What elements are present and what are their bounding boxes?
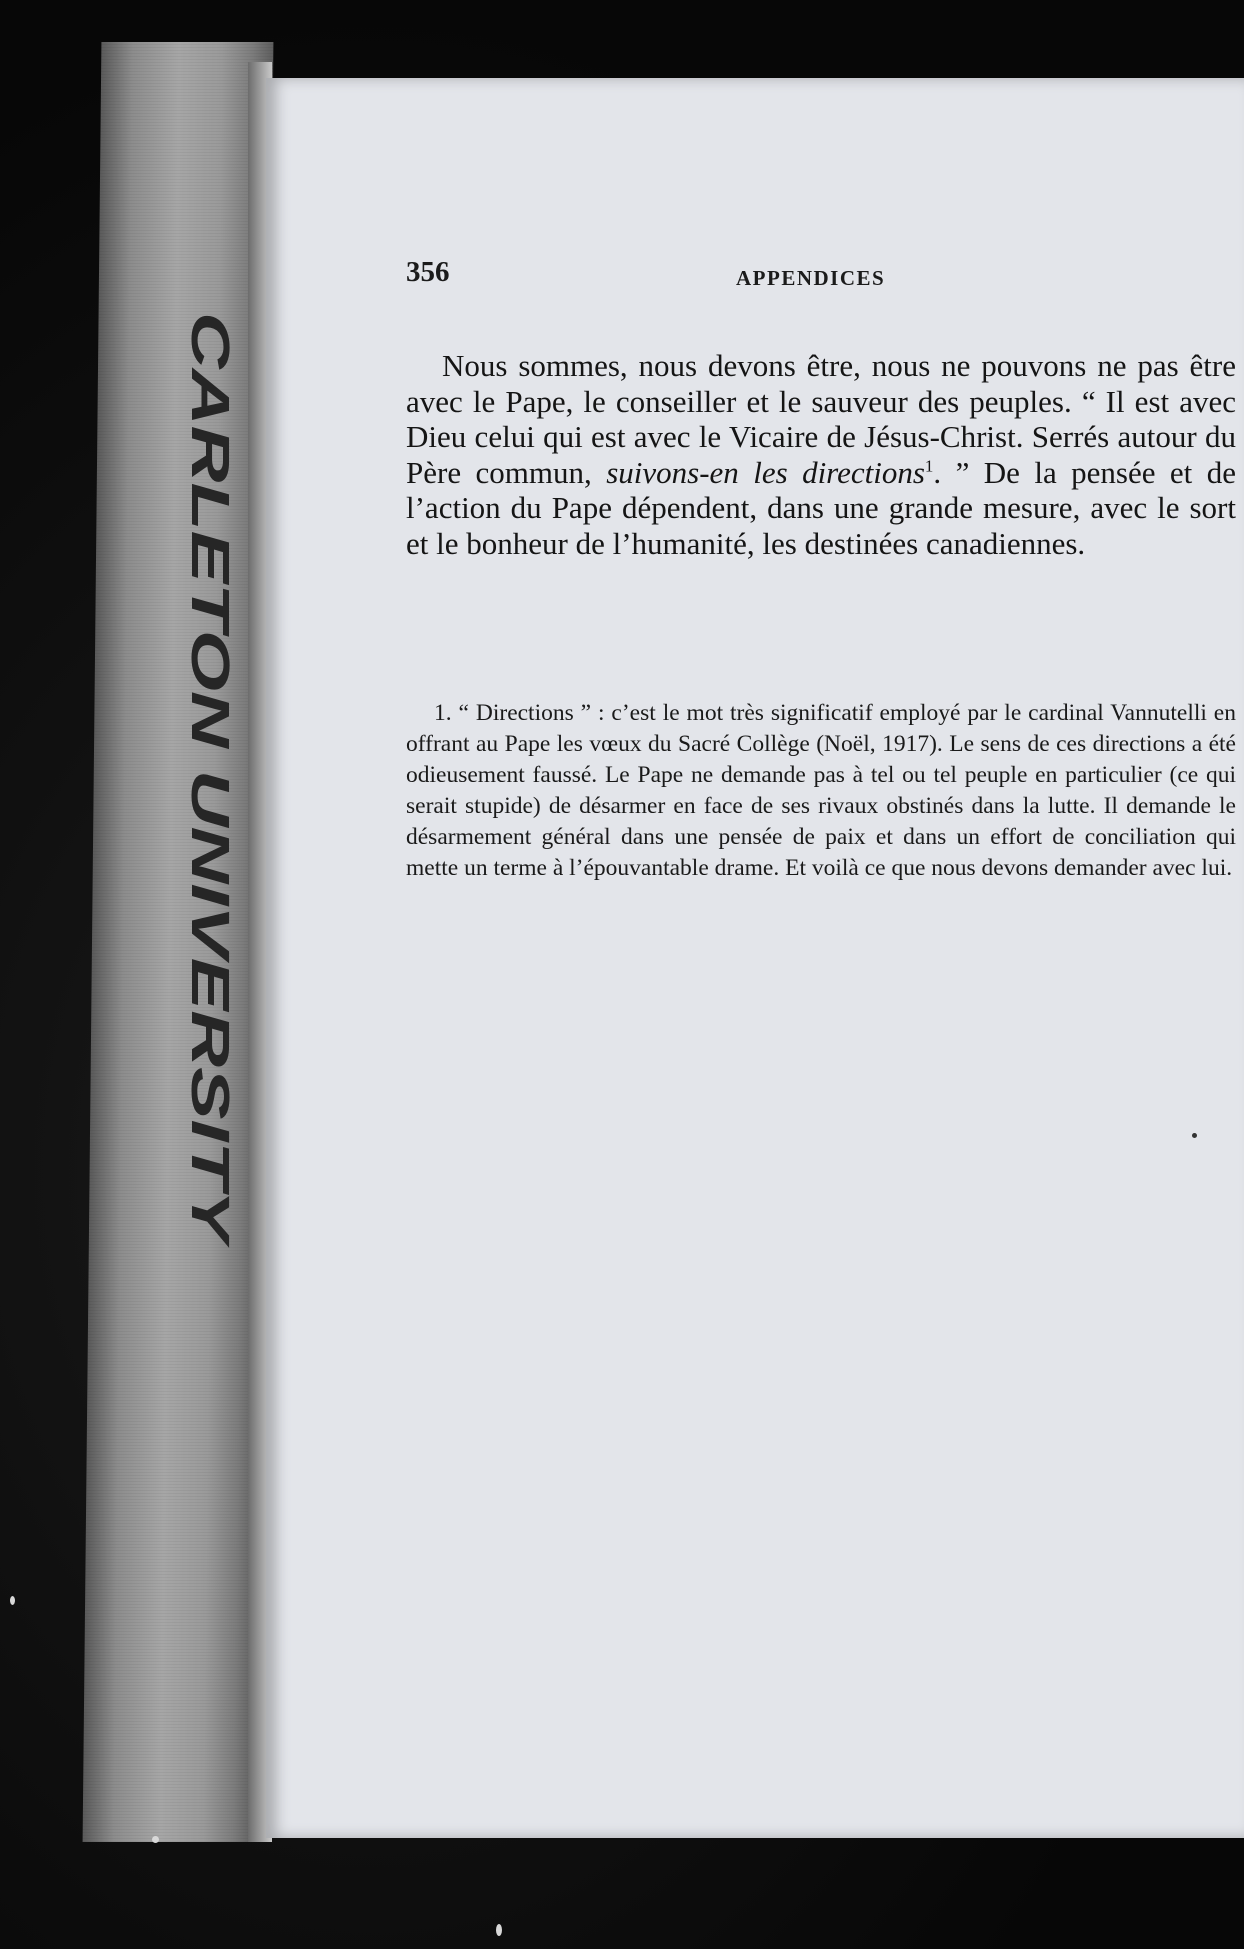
body-text-part2: . ” De la pensée et de l’action du Pape dépendent, dans une grande mesure, avec le sort et le bonheur de l’humanité, les destinées canadiennes. bbox=[406, 454, 1236, 561]
running-head: APPENDICES bbox=[736, 266, 886, 290]
spine-stamp-text: CARLETON UNIVERSITY bbox=[180, 312, 240, 951]
body-text-part1: Nous sommes, nous devons être, nous ne pouvons ne pas être avec le Pape, le conseiller et le sauveur des peuples. “ Il est avec Dieu celui qui est avec le Vicaire de Jésus-Christ. Serrés autour du Père commun, bbox=[406, 348, 1236, 490]
scan-speck bbox=[152, 1836, 159, 1843]
footnote: 1. “ Directions ” : c’est le mot très significatif employé par le cardinal Vannutelli en offrant au Pape les vœux du Sacré Collège (Noël, 1917). Le sens de ces directions a été odieusement faussé. Le Pape ne demande pas à tel ou tel peuple en particulier (ce qui serait stupide) de désarmer en face de ses rivaux obstinés dans la lutte. Il demande le désarmement général dans une pensée de paix et dans un effort de conciliation qui mette un terme à l’épouvantable drame. Et voilà ce que nous devons demander avec lui. bbox=[406, 700, 1236, 881]
scan-speck bbox=[496, 1924, 502, 1936]
spine-library-stamp bbox=[180, 312, 240, 1312]
body-paragraph bbox=[406, 348, 1236, 561]
book-spine bbox=[83, 42, 274, 1842]
page-header bbox=[406, 256, 1226, 296]
scan-speck bbox=[1192, 1133, 1197, 1138]
page-number: 356 bbox=[406, 256, 450, 288]
body-text-italic: suivons-en les directions bbox=[606, 454, 925, 490]
footnote-reference: 1 bbox=[924, 456, 934, 476]
scan-speck bbox=[10, 1596, 15, 1605]
book-page bbox=[266, 78, 1244, 1838]
